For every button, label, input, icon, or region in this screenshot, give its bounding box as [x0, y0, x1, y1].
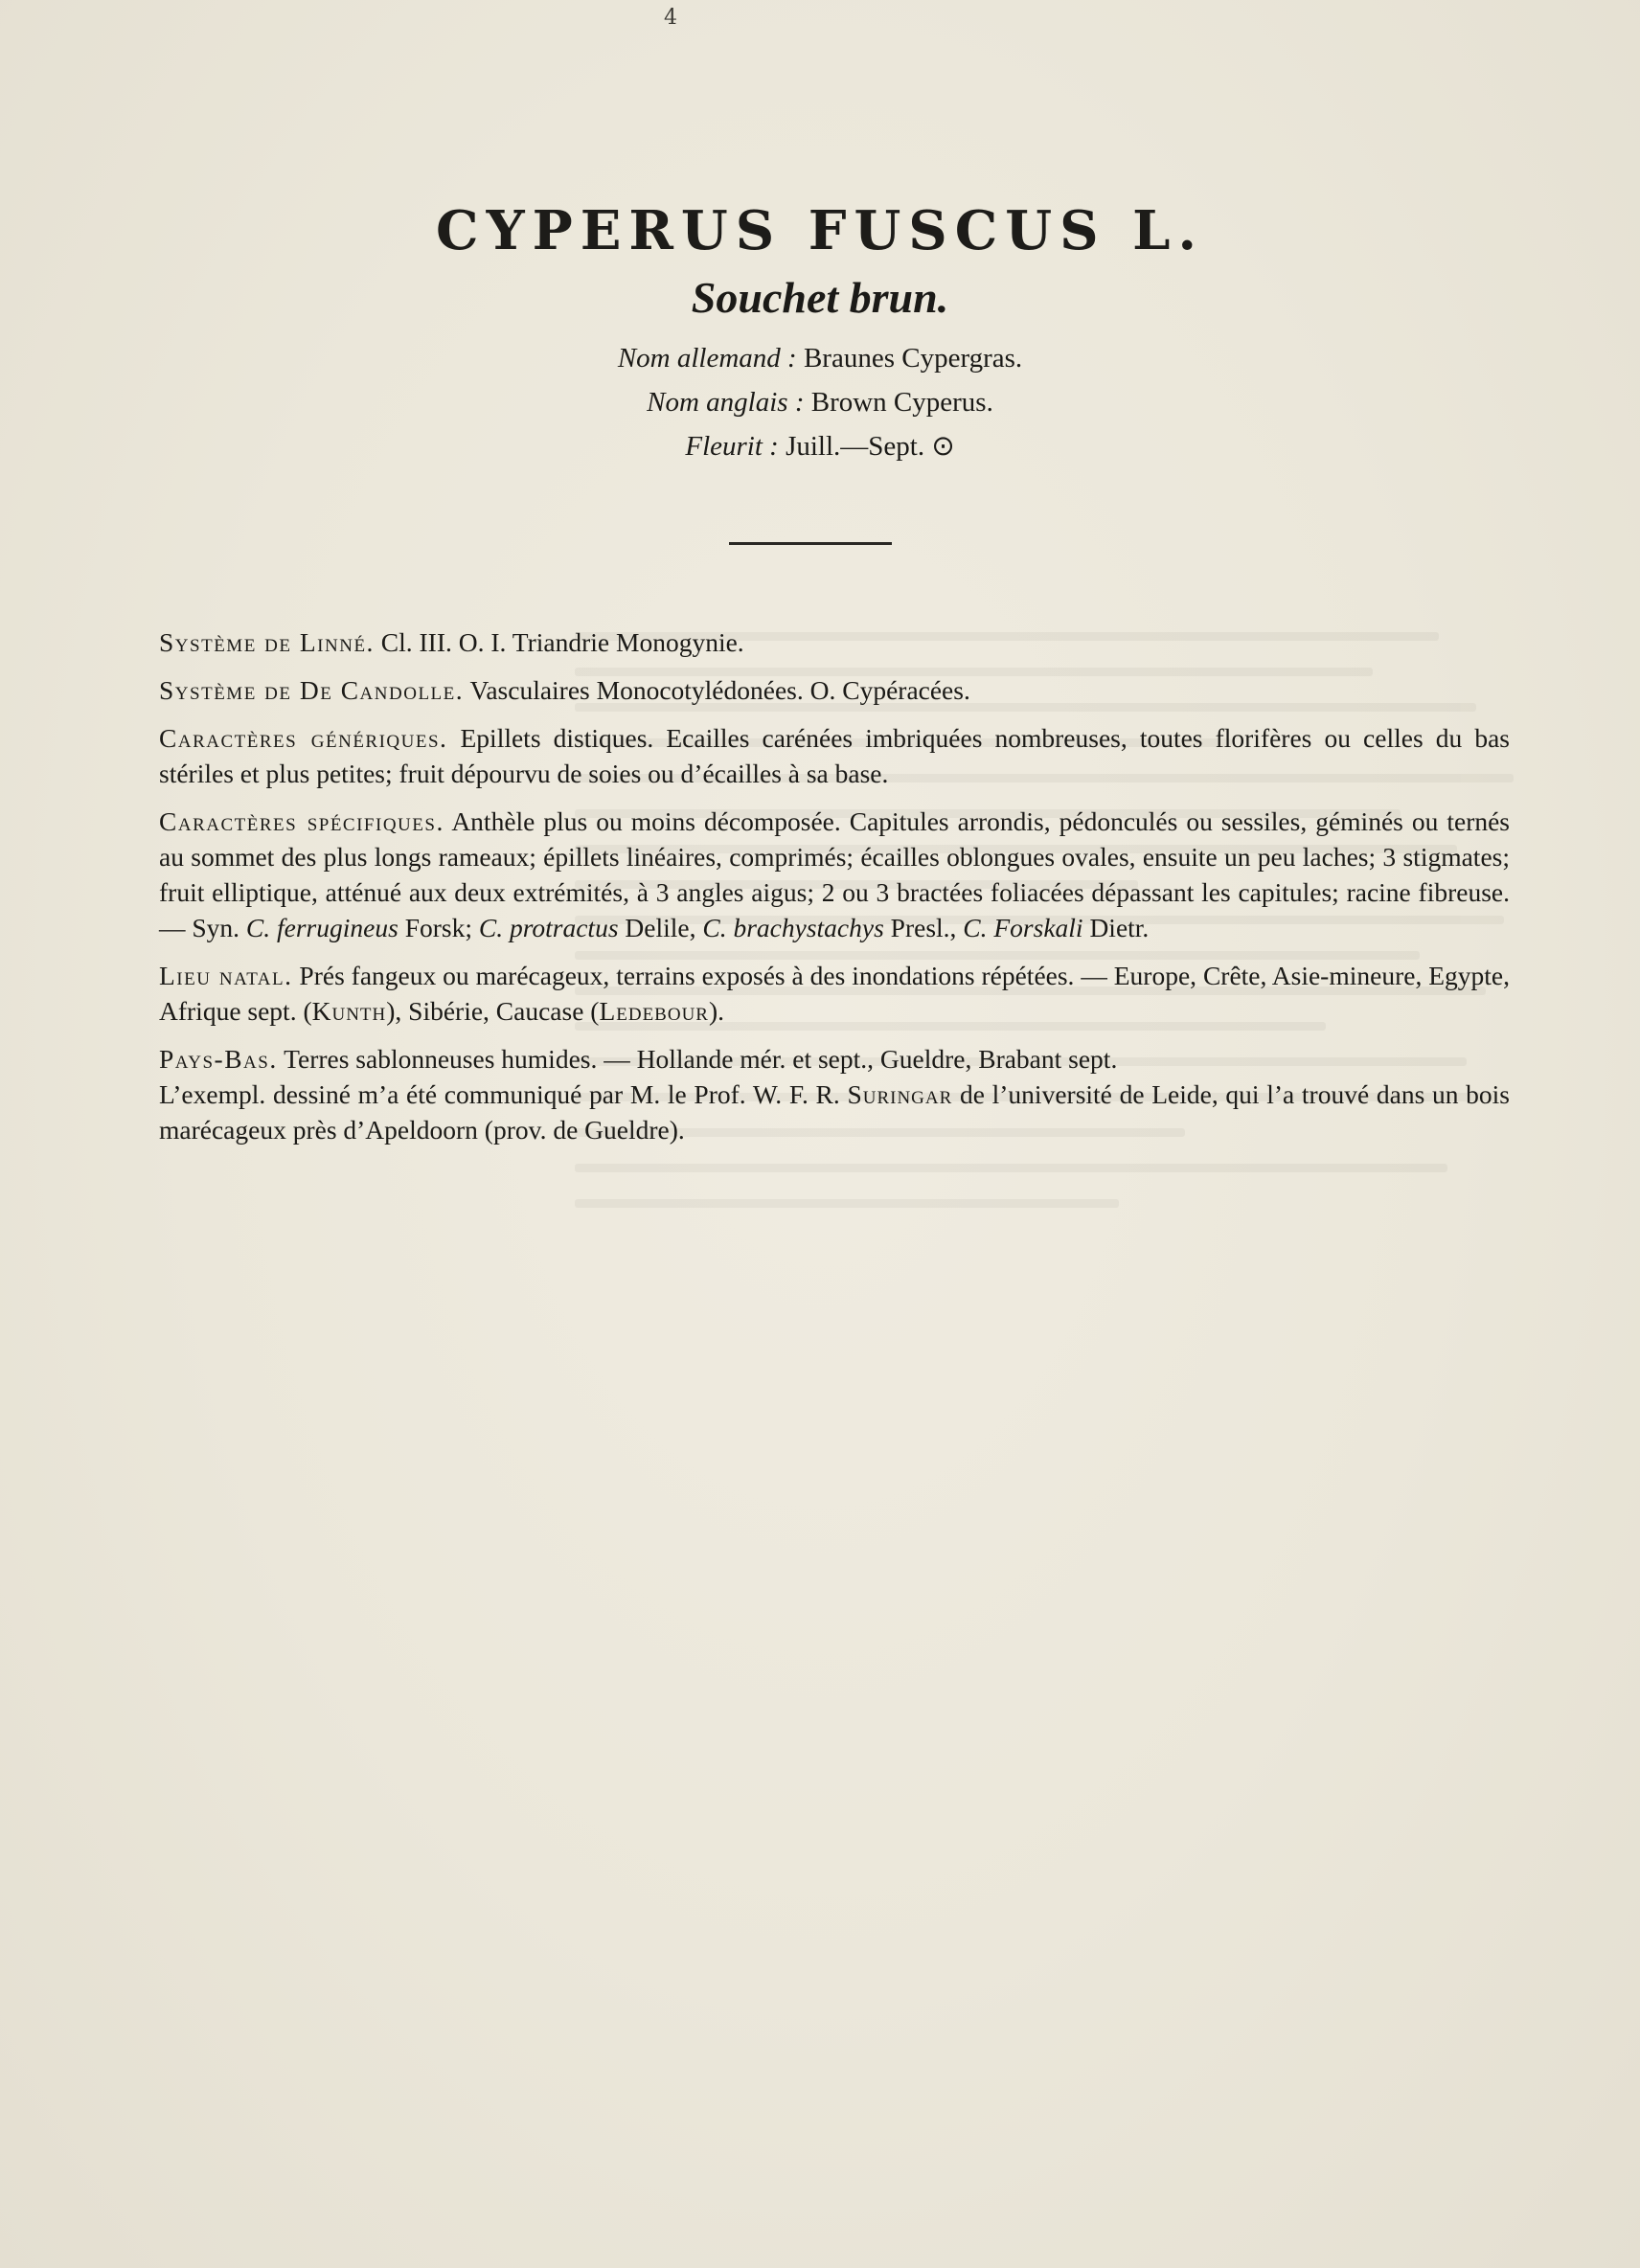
author-ledebour: Ledebour	[599, 996, 709, 1026]
syn-brachystachys: C. brachystachys	[702, 913, 884, 942]
name-german	[0, 336, 1640, 380]
page-mark: 4	[664, 6, 677, 30]
syn-forskali-author: Dietr.	[1082, 913, 1150, 942]
flowering-value: Juill.—Sept. ⊙	[778, 431, 955, 462]
syn-brachystachys-author: Presl.,	[883, 913, 964, 942]
name-english-label: Nom anglais :	[647, 387, 805, 418]
text-paysbas: Terres sablonneuses humides. — Hollande mér. et sept., Gueldre, Brabant sept.	[277, 1044, 1118, 1074]
text-lieu-mid: ), Sibérie, Caucase (	[386, 996, 600, 1026]
text-specifiques: Anthèle plus ou moins décomposée. Capitules arrondis, pédonculés ou sessiles, géminés ou ternés au sommet des plus longs rameaux; épillets linéaires, comprimés; écailles oblongues ovales, ensuite un peu laches; 3 stigmates; fruit elliptique, atténué aux deux extrémités, à 3 angles aigus; 2 ou 3 bractées foliacées dépassant les capitules; racine fibreuse. — Syn.	[159, 806, 1511, 942]
lead-specifiques: Caractères spécifiques.	[159, 806, 444, 836]
lead-candolle: Système de De Candolle.	[159, 675, 465, 705]
flowering-label: Fleurit :	[685, 431, 779, 462]
text-candolle: Vasculaires Monocotylédonées. O. Cypéracées.	[464, 675, 970, 705]
name-german-label: Nom allemand :	[617, 343, 797, 374]
name-english-value: Brown Cyperus.	[804, 387, 993, 418]
para-linne	[159, 624, 1510, 660]
page-title: CYPERUS FUSCUS L.	[436, 199, 1204, 262]
syn-protractus-author: Delile,	[618, 913, 703, 942]
author-kunth: Kunth	[311, 996, 387, 1026]
name-german-value: Braunes Cypergras.	[796, 343, 1023, 374]
para-exempl	[159, 1077, 1510, 1147]
text-exempl-end: de l’université de Leide, qui l’a trouvé dans un bois marécageux près d’Apeldoorn (prov. de Gueldre).	[159, 1079, 1511, 1145]
page-subtitle: Souchet brun.	[691, 273, 949, 322]
name-english	[0, 380, 1640, 424]
header	[0, 196, 1640, 468]
lead-linne: Système de Linné.	[159, 627, 375, 657]
text-linne: Cl. III. O. I. Triandrie Monogynie.	[374, 627, 744, 657]
syn-ferrugineus-author: Forsk;	[398, 913, 479, 942]
text-generiques: Epillets distiques. Ecailles carénées imbriquées nombreuses, toutes florifères ou celles du bas stériles et plus petites; fruit dépourvu de soies ou d’écailles à sa base.	[159, 723, 1510, 788]
text-exempl: L’exempl. dessiné m’a été communiqué par M. le Prof. W. F. R.	[159, 1079, 848, 1109]
para-candolle	[159, 672, 1510, 708]
text-lieu-end: ).	[708, 996, 725, 1026]
lead-generiques: Caractères génériques.	[159, 723, 448, 753]
description-body	[159, 624, 1510, 1160]
syn-protractus: C. protractus	[478, 913, 619, 942]
syn-ferrugineus: C. ferrugineus	[245, 913, 399, 942]
flowering	[0, 424, 1640, 468]
lead-paysbas: Pays-Bas.	[159, 1044, 278, 1074]
para-generiques	[159, 720, 1510, 791]
syn-forskali: C. Forskali	[963, 913, 1083, 942]
para-paysbas	[159, 1041, 1510, 1077]
text-lieu: Prés fangeux ou marécageux, terrains exposés à des inondations répétées. — Europe, Crête, Asie-mineure, Egypte, Afrique sept. (	[159, 961, 1510, 1026]
lead-lieu: Lieu natal.	[159, 961, 293, 990]
para-specifiques	[159, 804, 1510, 945]
divider-rule	[729, 542, 892, 545]
para-lieu	[159, 958, 1510, 1029]
author-suringar: Suringar	[847, 1079, 953, 1109]
